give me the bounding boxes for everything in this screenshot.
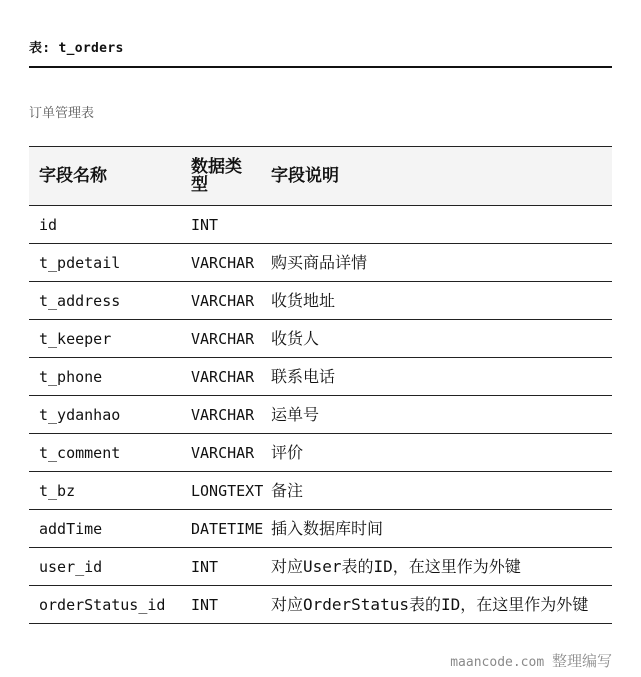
table-title: 表: t_orders	[29, 41, 124, 56]
field-description: 备注	[271, 472, 612, 510]
field-description: 联系电话	[271, 358, 612, 396]
field-type: DATETIME	[181, 510, 271, 548]
field-type: VARCHAR	[181, 244, 271, 282]
field-type: INT	[181, 548, 271, 586]
table-row	[29, 510, 612, 548]
field-name: t_ydanhao	[29, 396, 181, 434]
footer-note: 整理编写	[551, 652, 612, 670]
field-name: t_pdetail	[29, 244, 181, 282]
field-description: 评价	[271, 434, 612, 472]
field-type: INT	[181, 206, 271, 244]
table-row	[29, 472, 612, 510]
field-name: addTime	[29, 510, 181, 548]
table-header-row	[29, 147, 612, 206]
table-caption: 订单管理表	[29, 106, 95, 121]
field-name: orderStatus_id	[29, 586, 181, 624]
field-description: 收货地址	[271, 282, 612, 320]
table-row	[29, 586, 612, 624]
field-type: INT	[181, 586, 271, 624]
header-field-name: 字段名称	[29, 147, 181, 206]
field-description: 收货人	[271, 320, 612, 358]
title-divider	[29, 66, 612, 68]
field-description: 购买商品详情	[271, 244, 612, 282]
table-row	[29, 206, 612, 244]
field-type: VARCHAR	[181, 434, 271, 472]
footer-credit	[450, 652, 612, 672]
field-name: t_keeper	[29, 320, 181, 358]
field-name: t_comment	[29, 434, 181, 472]
field-name: t_address	[29, 282, 181, 320]
field-name: t_phone	[29, 358, 181, 396]
table-row	[29, 434, 612, 472]
field-description: 运单号	[271, 396, 612, 434]
field-description: 对应OrderStatus表的ID，在这里作为外键	[271, 586, 612, 624]
field-description: 插入数据库时间	[271, 510, 612, 548]
header-data-type: 数据类型	[181, 147, 271, 206]
field-type: VARCHAR	[181, 358, 271, 396]
table-row	[29, 244, 612, 282]
table-row	[29, 320, 612, 358]
table-row	[29, 358, 612, 396]
footer-site: maancode.com	[450, 655, 545, 670]
schema-table	[29, 146, 612, 624]
field-name: id	[29, 206, 181, 244]
header-description: 字段说明	[271, 147, 612, 206]
table-row	[29, 396, 612, 434]
table-row	[29, 548, 612, 586]
field-description	[271, 206, 612, 244]
field-type: LONGTEXT	[181, 472, 271, 510]
field-type: VARCHAR	[181, 396, 271, 434]
field-name: t_bz	[29, 472, 181, 510]
table-row	[29, 282, 612, 320]
field-type: VARCHAR	[181, 320, 271, 358]
field-type: VARCHAR	[181, 282, 271, 320]
field-name: user_id	[29, 548, 181, 586]
field-description: 对应User表的ID，在这里作为外键	[271, 548, 612, 586]
